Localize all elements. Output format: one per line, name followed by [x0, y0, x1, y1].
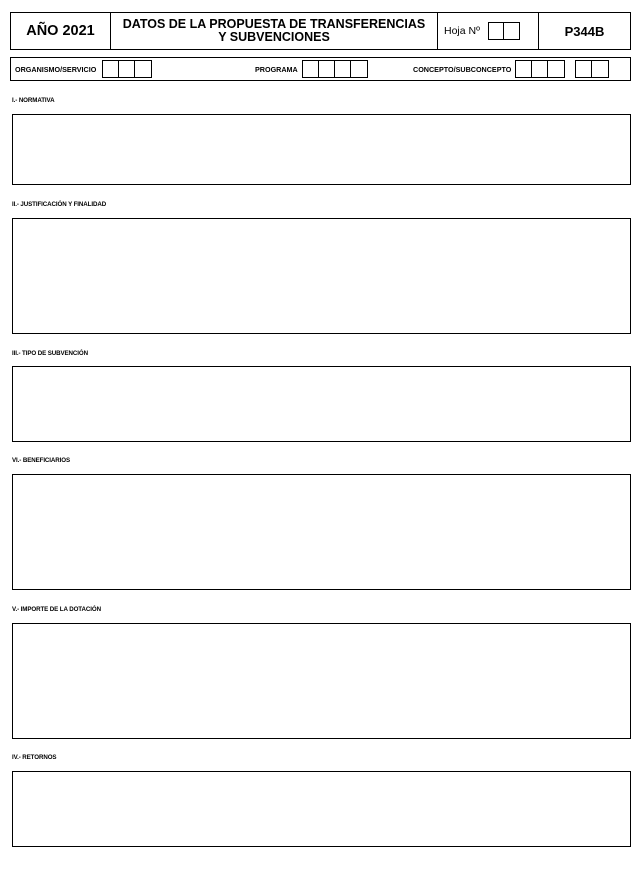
justificacion-field[interactable]: [12, 218, 631, 334]
form-title-line1: DATOS DE LA PROPUESTA DE TRANSFERENCIAS: [122, 17, 426, 31]
importe-field[interactable]: [12, 623, 631, 739]
form-title-line2: Y SUBVENCIONES: [218, 30, 330, 44]
form-title: [111, 13, 438, 49]
organismo-label: ORGANISMO/SERVICIO: [15, 64, 97, 74]
year-label: AÑO 2021: [11, 13, 111, 49]
tipo-subvencion-field[interactable]: [12, 366, 631, 442]
section-label-normativa: I.- NORMATIVA: [12, 97, 55, 104]
form-code: P344B: [564, 23, 605, 39]
concepto-field[interactable]: [515, 60, 565, 78]
programa-field[interactable]: [302, 60, 368, 78]
section-label-tipo-subvencion: III.- TIPO DE SUBVENCIÓN: [12, 350, 88, 357]
form-header: [10, 12, 631, 50]
sheet-number-cell: [438, 13, 539, 49]
sheet-number-label: Hoja Nº: [444, 25, 480, 37]
beneficiarios-field[interactable]: [12, 474, 631, 590]
retornos-field[interactable]: [12, 771, 631, 847]
concepto-label: CONCEPTO/SUBCONCEPTO: [413, 64, 512, 74]
programa-label: PROGRAMA: [255, 64, 298, 74]
sheet-number-field[interactable]: [488, 22, 520, 40]
section-label-beneficiarios: VI.- BENEFICIARIOS: [12, 457, 71, 464]
normativa-field[interactable]: [12, 114, 631, 185]
section-label-justificacion: II.- JUSTIFICACIÓN Y FINALIDAD: [12, 201, 107, 208]
section-label-retornos: IV.- RETORNOS: [12, 754, 57, 761]
subconcepto-field[interactable]: [575, 60, 609, 78]
organismo-field[interactable]: [102, 60, 152, 78]
section-label-importe: V.- IMPORTE DE LA DOTACIÓN: [12, 606, 101, 613]
codes-row: [10, 57, 631, 81]
